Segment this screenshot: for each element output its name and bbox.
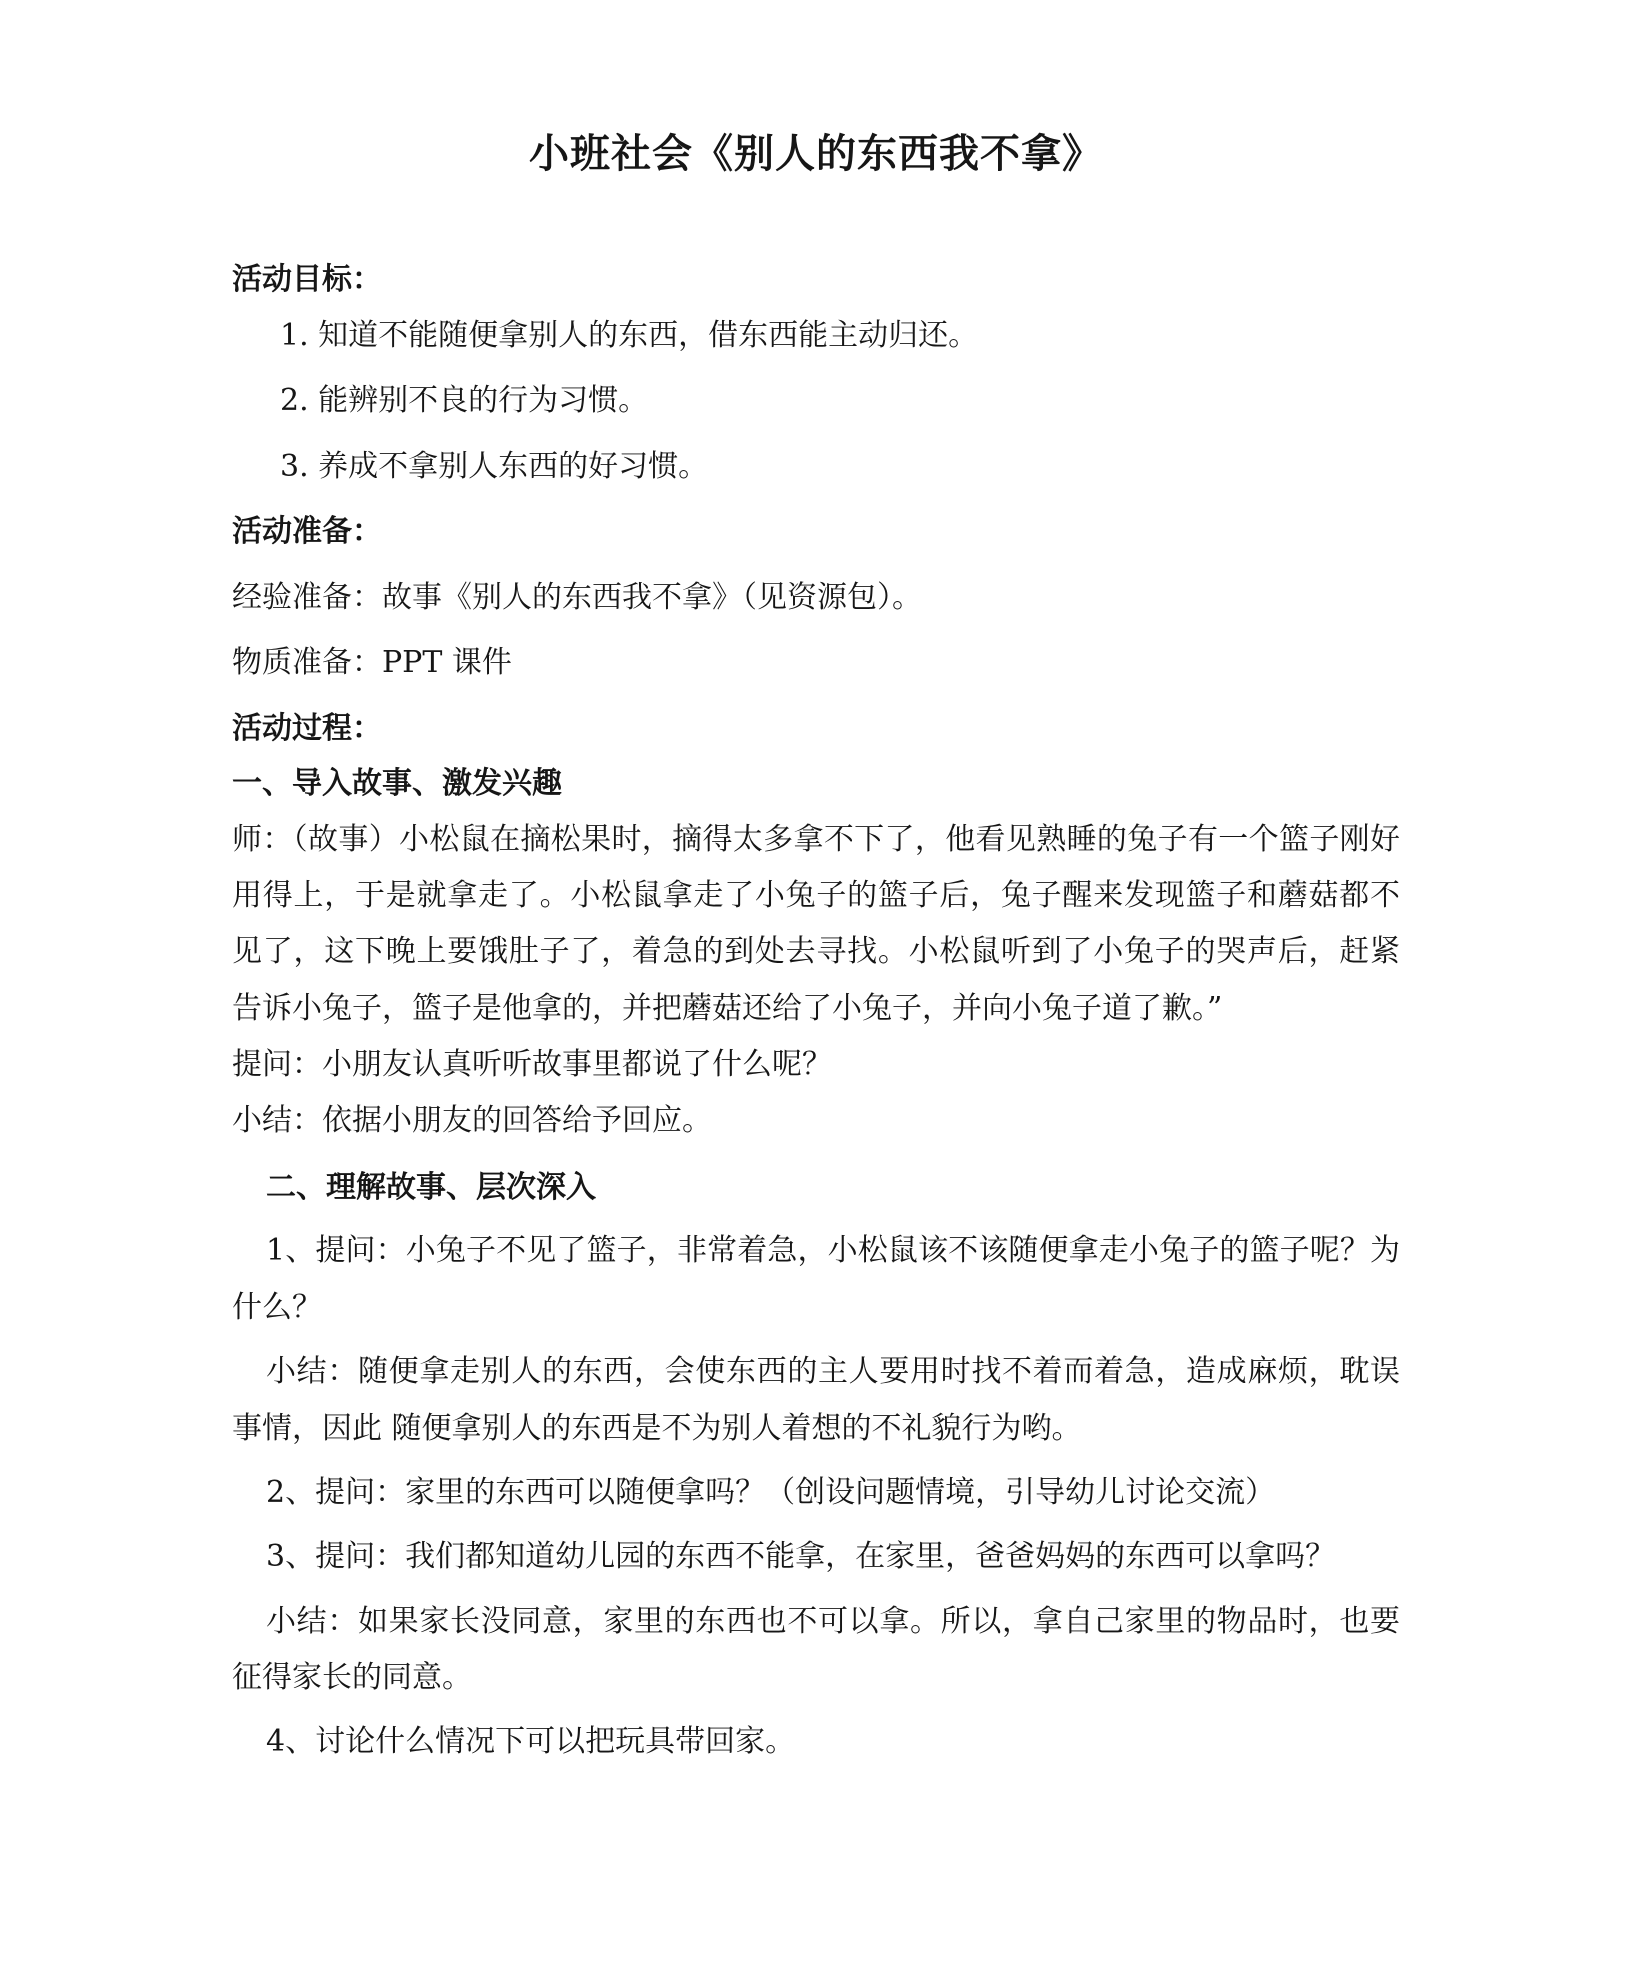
section-two-summary-2: 小结：如果家长没同意，家里的东西也不可以拿。所以，拿自己家里的物品时，也要征得家长的同意。 — [232, 1603, 1400, 1696]
preparation-experience: 经验准备：故事《别人的东西我不拿》（见资源包）。 — [232, 579, 922, 615]
preparation-section — [232, 504, 1400, 691]
section-two-item-4: 4、讨论什么情况下可以把玩具带回家。 — [266, 1724, 796, 1760]
preparation-material: 物质准备：PPT 课件 — [232, 645, 512, 680]
section-one-summary: 小结：依据小朋友的回答给予回应。 — [232, 1103, 712, 1139]
process-section — [232, 701, 1400, 1150]
section-two-heading: 二、理解故事、层次深入 — [266, 1169, 596, 1205]
section-two-item-1: 1、提问：小兔子不见了篮子，非常着急，小松鼠该不该随便拿走小兔子的篮子呢？为什么？ — [232, 1233, 1400, 1325]
objective-item-1: 1. 知道不能随便拿别人的东西，借东西能主动归还。 — [280, 317, 979, 353]
objective-item-2: 2. 能辨别不良的行为习惯。 — [280, 383, 649, 418]
section-two-item-2: 2、提问：家里的东西可以随便拿吗？（创设问题情境，引导幼儿讨论交流） — [266, 1474, 1276, 1510]
section-one-question: 提问：小朋友认真听听故事里都说了什么呢？ — [232, 1047, 832, 1083]
objective-item-3: 3. 养成不拿别人东西的好习惯。 — [280, 448, 709, 484]
preparation-heading: 活动准备： — [232, 514, 382, 549]
objectives-heading: 活动目标： — [232, 262, 382, 297]
section-two — [232, 1160, 1400, 1771]
section-two-summary-1: 小结：随便拿走别人的东西，会使东西的主人要用时找不着而着急，造成麻烦，耽误事情，因此 随便拿别人的东西是不为别人着想的不礼貌行为哟。 — [232, 1354, 1400, 1446]
objectives-section — [232, 252, 1400, 494]
section-one-story: 师：（故事）小松鼠在摘松果时，摘得太多拿不下了，他看见熟睡的兔子有一个篮子刚好用得上，于是就拿走了。小松鼠拿走了小兔子的篮子后，兔子醒来发现篮子和蘑菇都不见了，这下晚上要饿肚子了，着急的到处去寻找。小松鼠听到了小兔子的哭声后，赶紧告诉小兔子，篮子是他拿的，并把蘑菇还给了小兔子，并向小兔子道了歉。” — [232, 821, 1400, 1026]
section-two-item-3: 3、提问：我们都知道幼儿园的东西不能拿，在家里，爸爸妈妈的东西可以拿吗？ — [266, 1539, 1336, 1575]
process-heading: 活动过程： — [232, 710, 382, 746]
section-one-heading: 一、导入故事、激发兴趣 — [232, 766, 562, 801]
page-title: 小班社会《别人的东西我不拿》 — [529, 130, 1103, 177]
